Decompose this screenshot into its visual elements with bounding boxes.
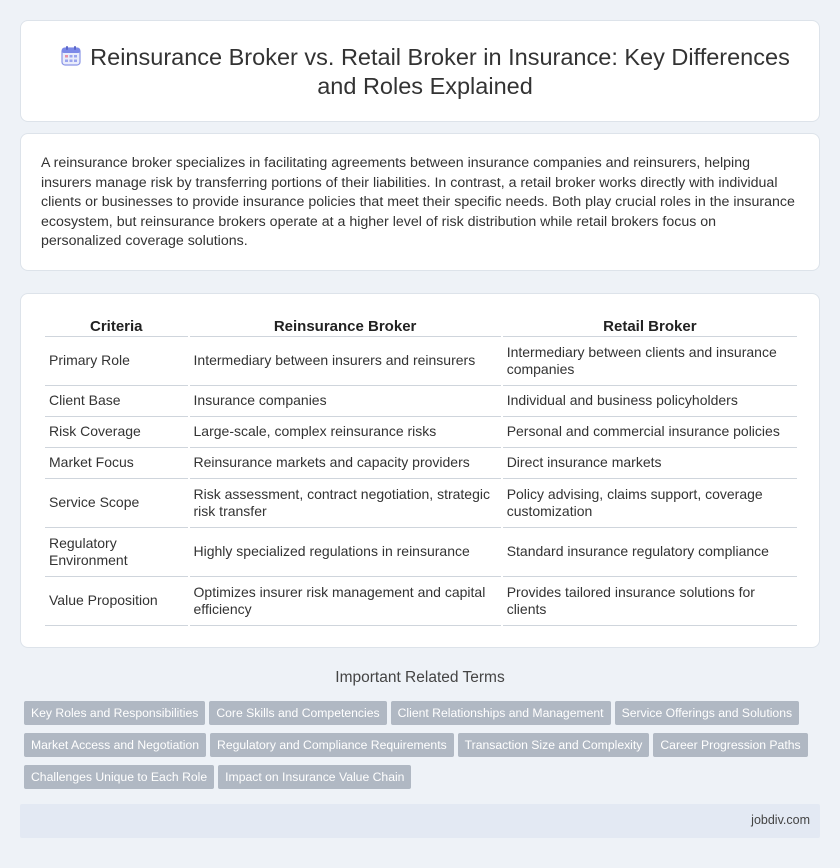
tag-core-skills[interactable]: Core Skills and Competencies: [209, 701, 386, 725]
header-retail-broker: Retail Broker: [503, 315, 797, 337]
reinsurance-cell: Risk assessment, contract negotiation, strategic risk transfer: [190, 479, 501, 528]
criteria-cell: Client Base: [45, 386, 188, 417]
tag-service-offerings[interactable]: Service Offerings and Solutions: [615, 701, 800, 725]
tag-regulatory-compliance[interactable]: Regulatory and Compliance Requirements: [210, 733, 454, 757]
footer-site-link[interactable]: jobdiv.com: [751, 813, 810, 827]
retail-cell: Standard insurance regulatory compliance: [503, 528, 797, 577]
reinsurance-cell: Intermediary between insurers and reinsurers: [190, 337, 501, 386]
criteria-cell: Value Proposition: [45, 577, 188, 626]
criteria-cell: Primary Role: [45, 337, 188, 386]
comparison-card: [20, 293, 820, 648]
table-header-row: [45, 315, 797, 337]
reinsurance-cell: Optimizes insurer risk management and capital efficiency: [190, 577, 501, 626]
intro-card: [20, 133, 820, 271]
tag-market-access[interactable]: Market Access and Negotiation: [24, 733, 206, 757]
page-title-text: Reinsurance Broker vs. Retail Broker in Insurance: Key Differences and Roles Explained: [90, 44, 790, 99]
reinsurance-cell: Reinsurance markets and capacity providers: [190, 448, 501, 479]
retail-cell: Individual and business policyholders: [503, 386, 797, 417]
reinsurance-cell: Large-scale, complex reinsurance risks: [190, 417, 501, 448]
page-title: [60, 44, 790, 99]
calendar-icon: [60, 45, 82, 67]
tag-career-progression[interactable]: Career Progression Paths: [653, 733, 807, 757]
related-terms-tags: [24, 701, 824, 797]
table-row: [45, 577, 797, 626]
intro-paragraph: A reinsurance broker specializes in facilitating agreements between insurance companies and reinsurers, helping insurers manage risk by transferring portions of their liabilities. In contrast, a retail broker works directly with individual clients or businesses to provide insurance policies that meet their specific needs. Both play crucial roles in the insurance ecosystem, but reinsurance brokers operate at a higher level of risk distribution while retail brokers focus on personalized coverage solutions.: [41, 155, 795, 250]
retail-cell: Personal and commercial insurance policies: [503, 417, 797, 448]
title-wrap: [51, 43, 799, 101]
footer: [20, 804, 820, 838]
tag-challenges[interactable]: Challenges Unique to Each Role: [24, 765, 214, 789]
retail-cell: Direct insurance markets: [503, 448, 797, 479]
criteria-cell: Market Focus: [45, 448, 188, 479]
criteria-cell: Service Scope: [45, 479, 188, 528]
tag-client-relationships[interactable]: Client Relationships and Management: [391, 701, 611, 725]
table-row: [45, 386, 797, 417]
reinsurance-cell: Highly specialized regulations in reinsurance: [190, 528, 501, 577]
tag-key-roles[interactable]: Key Roles and Responsibilities: [24, 701, 205, 725]
retail-cell: Provides tailored insurance solutions for clients: [503, 577, 797, 626]
table-row: [45, 448, 797, 479]
criteria-cell: Regulatory Environment: [45, 528, 188, 577]
reinsurance-cell: Insurance companies: [190, 386, 501, 417]
table-row: [45, 337, 797, 386]
criteria-cell: Risk Coverage: [45, 417, 188, 448]
table-row: [45, 528, 797, 577]
retail-cell: Intermediary between clients and insurance companies: [503, 337, 797, 386]
tag-value-chain[interactable]: Impact on Insurance Value Chain: [218, 765, 411, 789]
header-criteria: Criteria: [45, 315, 188, 337]
retail-cell: Policy advising, claims support, coverage customization: [503, 479, 797, 528]
related-terms-title: Important Related Terms: [335, 669, 505, 686]
header-reinsurance-broker: Reinsurance Broker: [190, 315, 501, 337]
table-row: [45, 417, 797, 448]
header-card: [20, 20, 820, 122]
comparison-table: [43, 315, 799, 626]
table-row: [45, 479, 797, 528]
tag-transaction-size[interactable]: Transaction Size and Complexity: [458, 733, 650, 757]
